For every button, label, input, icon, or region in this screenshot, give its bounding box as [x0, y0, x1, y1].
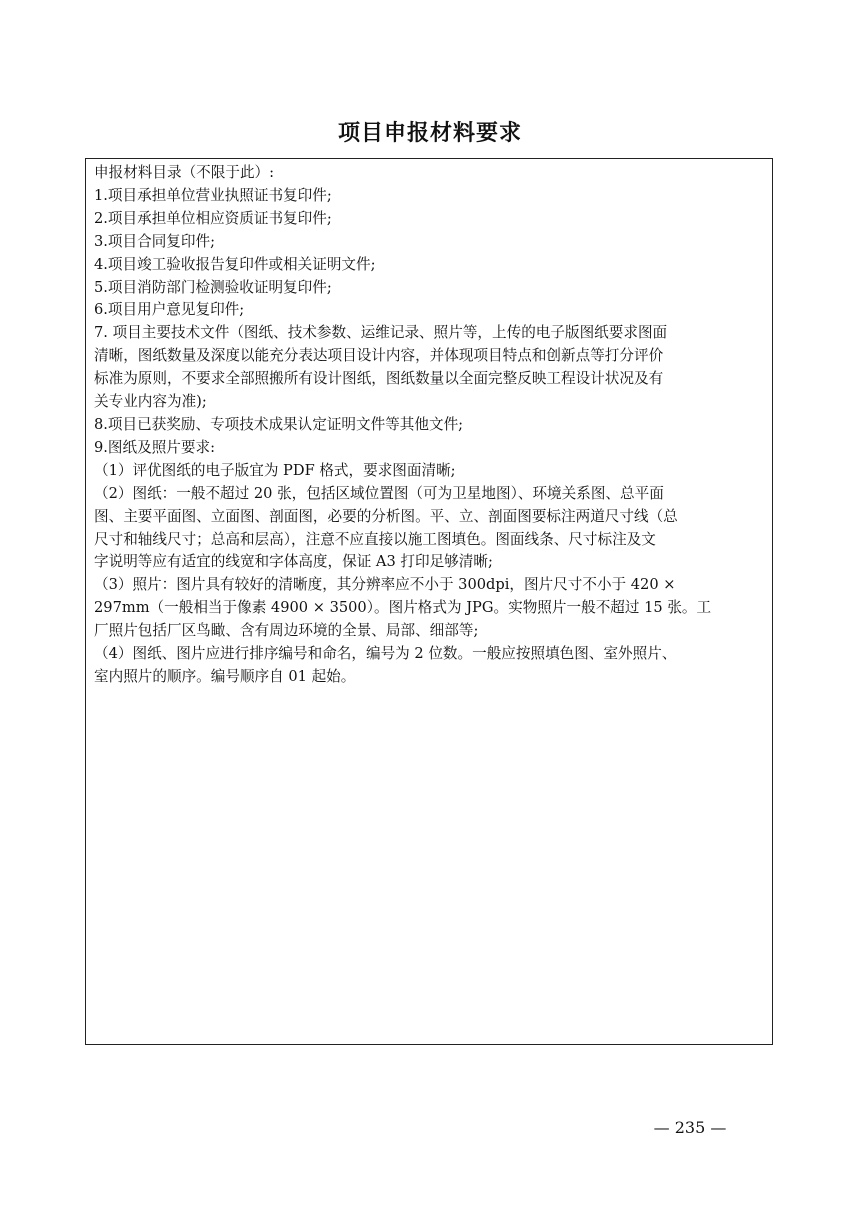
text-line: （1）评优图纸的电子版宜为 PDF 格式，要求图面清晰; [94, 461, 456, 479]
text-line: 申报材料目录（不限于此）: [94, 164, 275, 181]
text-line: 4.项目竣工验收报告复印件或相关证明文件; [94, 255, 376, 273]
text-line: 图、主要平面图、立面图、剖面图，必要的分析图。平、立、剖面图要标注两道尺寸线（总 [94, 507, 678, 525]
text-line: 尺寸和轴线尺寸；总高和层高），注意不应直接以施工图填色。图面线条、尺寸标注及文 [94, 530, 656, 548]
text-line: （2）图纸：一般不超过 20 张，包括区域位置图（可为卫星地图）、环境关系图、总平面 [94, 484, 664, 502]
text-line: （3）照片：图片具有较好的清晰度，其分辨率应不小于 300dpi，图片尺寸不小于 420 × [94, 576, 676, 594]
requirements-box [85, 158, 773, 1045]
text-line: 字说明等应有适宜的线宽和字体高度，保证 A3 打印足够清晰; [94, 553, 493, 571]
text-line: （4）图纸、图片应进行排序编号和命名，编号为 2 位数。一般应按照填色图、室外照片、 [94, 645, 677, 663]
text-line: 9.图纸及照片要求: [94, 438, 215, 456]
text-line: 厂照片包括厂区鸟瞰、含有周边环境的全景、局部、细部等; [94, 622, 479, 640]
text-line: 室内照片的顺序。编号顺序自 01 起始。 [94, 667, 356, 685]
text-line: 2.项目承担单位相应资质证书复印件; [94, 209, 332, 227]
text-line: 清晰，图纸数量及深度以能充分表达项目设计内容，并体现项目特点和创新点等打分评价 [94, 347, 664, 365]
page-title: 项目申报材料要求 [337, 121, 522, 146]
text-line: 297mm（一般相当于像素 4900 × 3500）。图片格式为 JPG。实物照片一般不超过 15 张。工 [94, 599, 712, 617]
text-line: 关专业内容为准); [94, 393, 207, 411]
text-line: 标准为原则，不要求全部照搬所有设计图纸，图纸数量以全面完整反映工程设计状况及有 [94, 370, 664, 388]
text-line: 8.项目已获奖励、专项技术成果认定证明文件等其他文件; [94, 415, 464, 433]
text-line: 7. 项目主要技术文件（图纸、技术参数、运维记录、照片等，上传的电子版图纸要求图面 [94, 324, 668, 342]
text-line: 1.项目承担单位营业执照证书复印件; [94, 186, 332, 204]
text-line: 6.项目用户意见复印件; [94, 301, 245, 319]
page-number: — 235 — [653, 1118, 727, 1137]
text-line: 3.项目合同复印件; [94, 232, 215, 250]
text-line: 5.项目消防部门检测验收证明复印件; [94, 278, 332, 296]
